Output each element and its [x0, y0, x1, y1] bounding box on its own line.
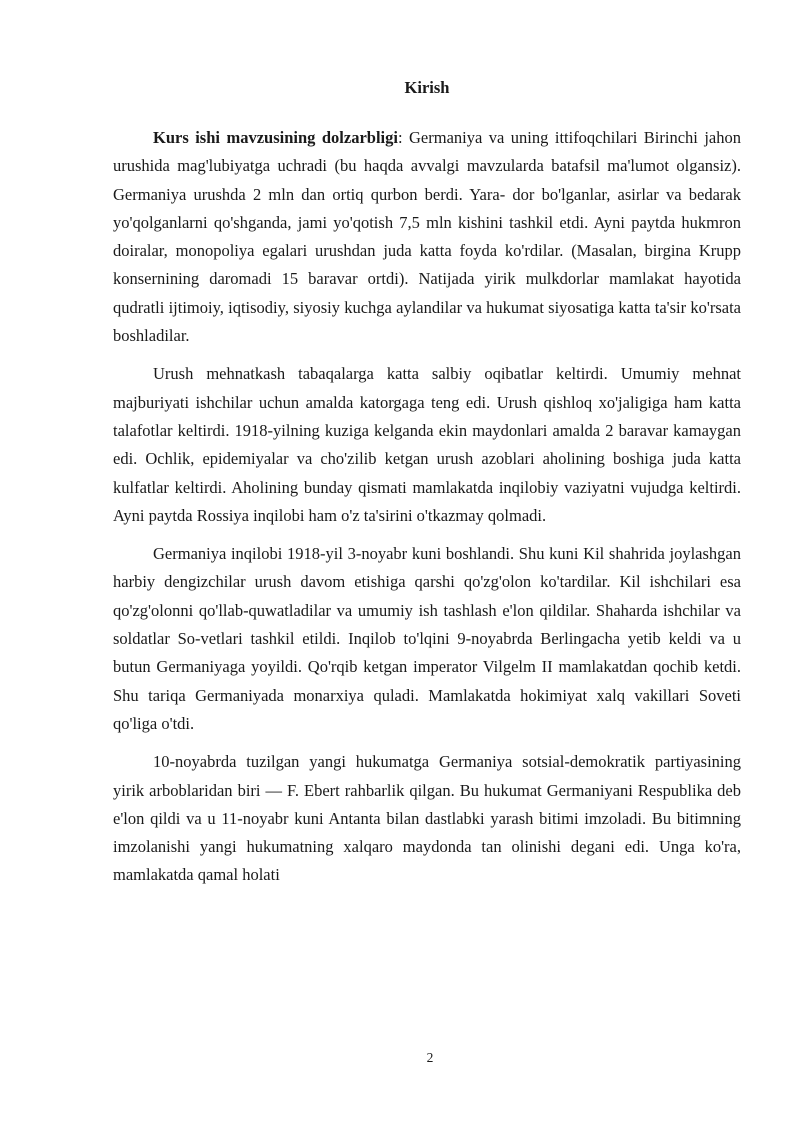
paragraph-text: : Germaniya va uning ittifoqchilari Birinchi jahon urushida mag'lubiyatga uchradi (bu haqda avvalgi mavzularda batafsil ma'lumot olgansiz). Germaniya urushda 2 mln dan ortiq qurbon berdi. Yara- dor bo'lganlar, asirlar va bedarak yo'qolganlarni qo'shganda, jami yo'qotish 7,5 mln kishini tashkil etdi. Ayni paytda hukmron doiralar, monopoliya egalari urushdan juda katta foyda ko'rdilar. (Masalan, birgina Krupp konsernining daromadi 15 baravar ortdi). Natijada yirik mulkdorlar mamlakat hayotida qudratli ijtimoiy, iqtisodiy, siyosiy kuchga aylandilar va hukumat siyosatiga katta ta'sir ko'rsata boshladilar. [113, 128, 741, 346]
paragraph-text: Urush mehnatkash tabaqalarga katta salbiy oqibatlar keltirdi. Umumiy mehnat majburiyati ishchilar uchun amalda katorgaga teng edi. Urush qishloq xo'jaligiga ham katta talafotlar keltirdi. 1918-yilning kuziga kelganda ekin maydonlari amalda 2 baravar kamaygan edi. Ochlik, epidemiyalar va cho'zilib ketgan urush azoblari aholining boshiga juda katta kulfatlar keltirdi. Aholining bunday qismati mamlakatda inqilobiy vaziyatni vujudga keltirdi. Ayni paytda Rossiya inqilobi ham o'z ta'sirini o'tkazmay qolmadi. [113, 364, 741, 525]
paragraph-2 [113, 360, 741, 530]
document-title: Kirish [404, 78, 450, 97]
document-body [113, 74, 741, 900]
paragraph-4 [113, 748, 741, 889]
paragraph-text: 10-noyabrda tuzilgan yangi hukumatga Germaniya sotsial-demokratik partiyasining yirik arboblaridan biri — F. Ebert rahbarlik qilgan. Bu hukumat Germaniyani Respublika deb e'lon qildi va u 11-noyabr kuni Antanta bilan dastlabki yarash bitimi imzoladi. Bu bitimning imzolanishi yangi hukumatning xalqaro maydonda tan olinishi degani edi. Unga ko'ra, mamlakatda qamal holati [113, 752, 741, 885]
paragraph-text: Germaniya inqilobi 1918-yil 3-noyabr kuni boshlandi. Shu kuni Kil shahrida joylashgan harbiy dengizchilar urush davom etishiga qarshi qo'zg'olon ko'tardilar. Kil ishchilari esa qo'zg'olonni qo'llab-quwatladilar va umumiy ish tashlash e'lon qildilar. Shaharda ishchilar va soldatlar So-vetlari tashkil etildi. Inqilob to'lqini 9-noyabrda Berlingacha yetib keldi va u butun Germaniyaga yoyildi. Qo'rqib ketgan imperator Vilgelm II mamlakatdan qochib ketdi. Shu tariqa Germaniyada monarxiya quladi. Mamlakatda hokimiyat xalq vakillari Soveti qo'liga o'tdi. [113, 544, 741, 733]
paragraph-lead: Kurs ishi mavzusining dolzarbligi [153, 128, 398, 147]
paragraph-1 [113, 124, 741, 350]
paragraph-3 [113, 540, 741, 738]
page-number: 2 [426, 1050, 434, 1065]
